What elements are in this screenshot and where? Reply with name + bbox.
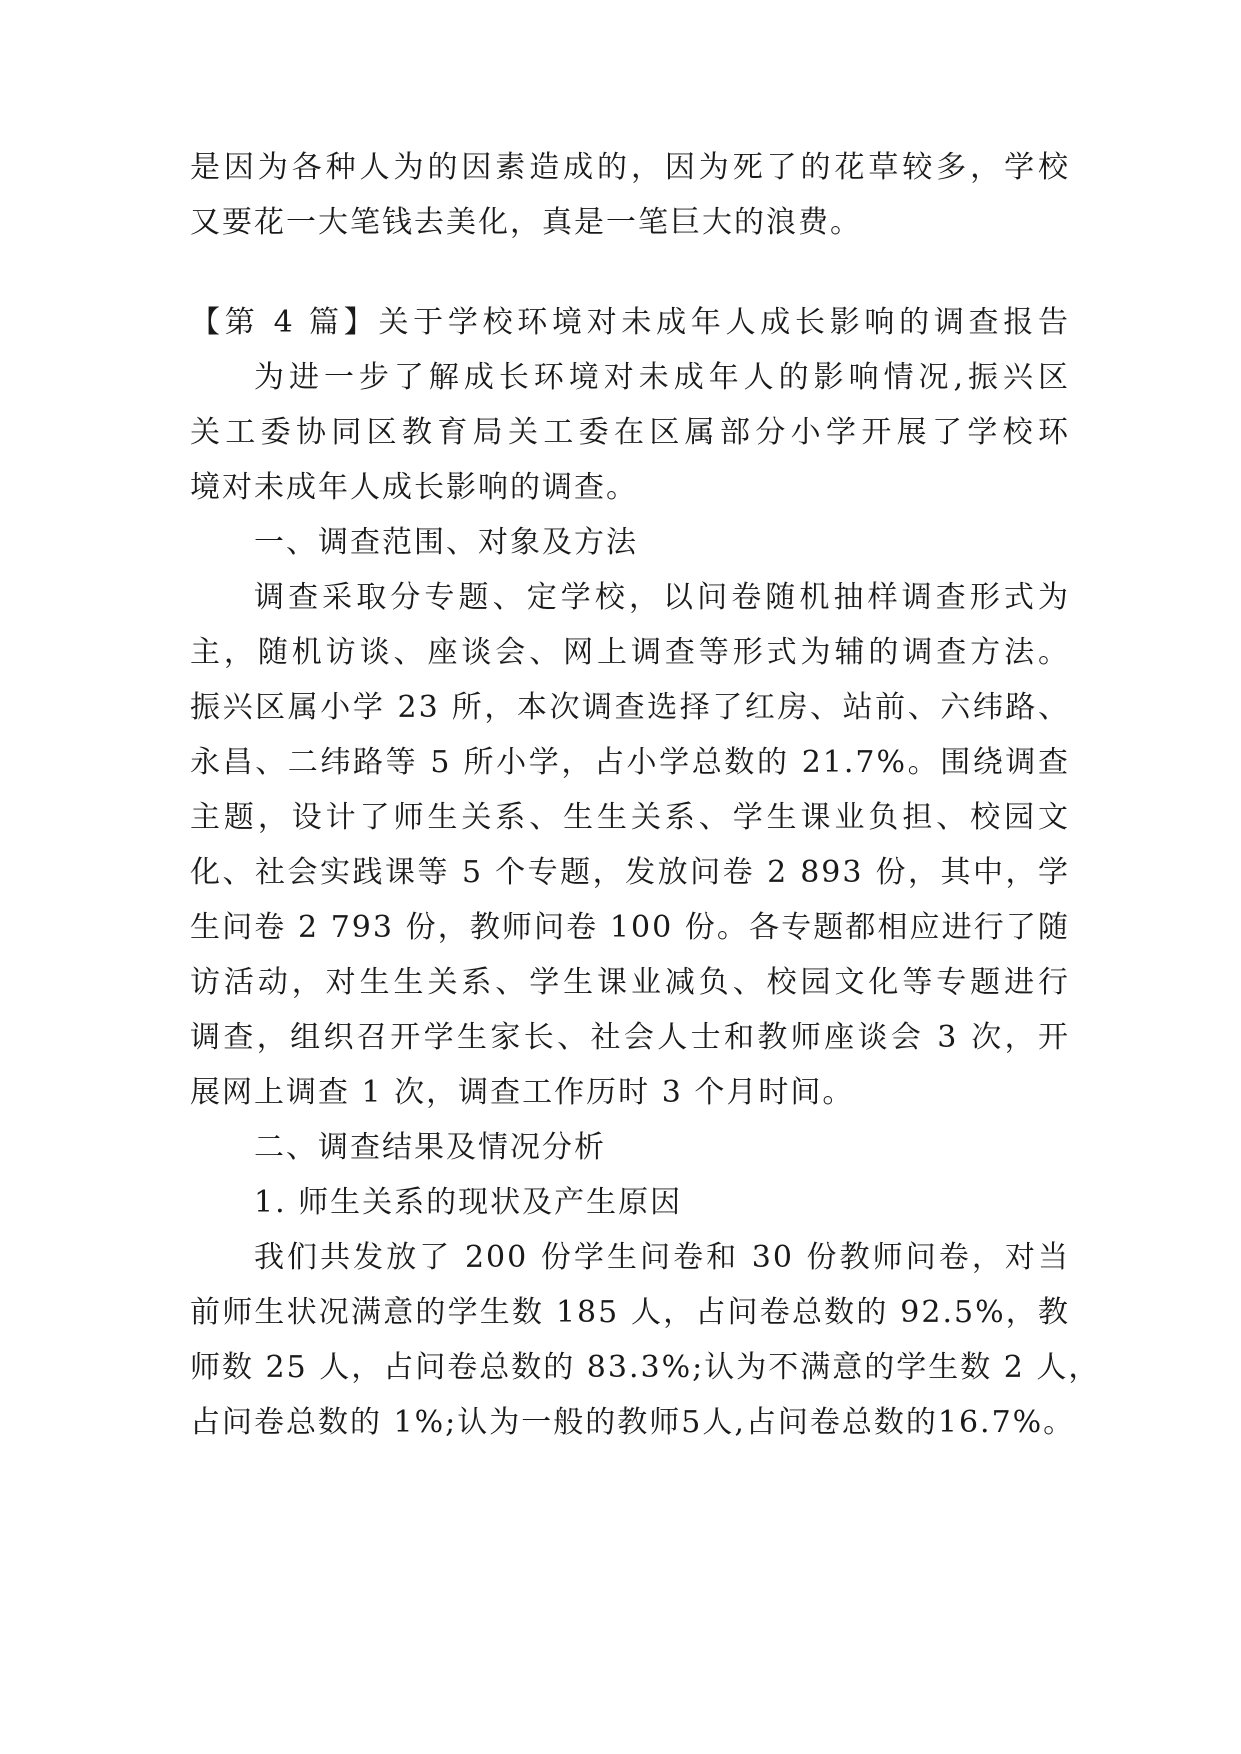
text-line: 我们共发放了 200 份学生问卷和 30 份教师问卷，对当 — [254, 1240, 1070, 1275]
text-line: 展网上调查 1 次，调查工作历时 3 个月时间。 — [190, 1075, 855, 1110]
text-line: 又要花一大笔钱去美化，真是一笔巨大的浪费。 — [190, 205, 862, 240]
text-line: 主，随机访谈、座谈会、网上调查等形式为辅的调查方法。 — [190, 635, 1070, 670]
article-title: 【第 4 篇】关于学校环境对未成年人成长影响的调查报告 — [190, 305, 1070, 340]
text-line: 为进一步了解成长环境对未成年人的影响情况,振兴区 — [254, 360, 1070, 395]
section-heading: 一、调查范围、对象及方法 — [254, 525, 638, 560]
text-line: 化、社会实践课等 5 个专题，发放问卷 2 893 份，其中，学 — [190, 855, 1070, 890]
text-line: 关工委协同区教育局关工委在区属部分小学开展了学校环 — [190, 415, 1070, 450]
text-line: 访活动，对生生关系、学生课业减负、校园文化等专题进行 — [190, 965, 1070, 1000]
text-line: 振兴区属小学 23 所，本次调查选择了红房、站前、六纬路、 — [190, 690, 1070, 725]
text-line: 境对未成年人成长影响的调查。 — [190, 470, 638, 505]
section-heading: 二、调查结果及情况分析 — [254, 1130, 606, 1165]
text-line: 前师生状况满意的学生数 185 人，占问卷总数的 92.5%，教 — [190, 1295, 1070, 1330]
text-line: 主题，设计了师生关系、生生关系、学生课业负担、校园文 — [190, 800, 1070, 835]
text-line: 师数 25 人，占问卷总数的 83.3%;认为不满意的学生数 2 人， — [190, 1350, 1101, 1385]
text-line: 是因为各种人为的因素造成的，因为死了的花草较多，学校 — [190, 150, 1070, 185]
subsection-heading: 1. 师生关系的现状及产生原因 — [254, 1185, 683, 1220]
text-line: 调查采取分专题、定学校，以问卷随机抽样调查形式为 — [254, 580, 1070, 615]
text-line: 永昌、二纬路等 5 所小学，占小学总数的 21.7%。围绕调查 — [190, 745, 1070, 780]
text-line: 生问卷 2 793 份，教师问卷 100 份。各专题都相应进行了随 — [190, 910, 1070, 945]
text-line: 占问卷总数的 1%;认为一般的教师5人,占问卷总数的16.7%。 — [190, 1405, 1076, 1440]
text-line: 调查，组织召开学生家长、社会人士和教师座谈会 3 次，开 — [190, 1020, 1070, 1055]
